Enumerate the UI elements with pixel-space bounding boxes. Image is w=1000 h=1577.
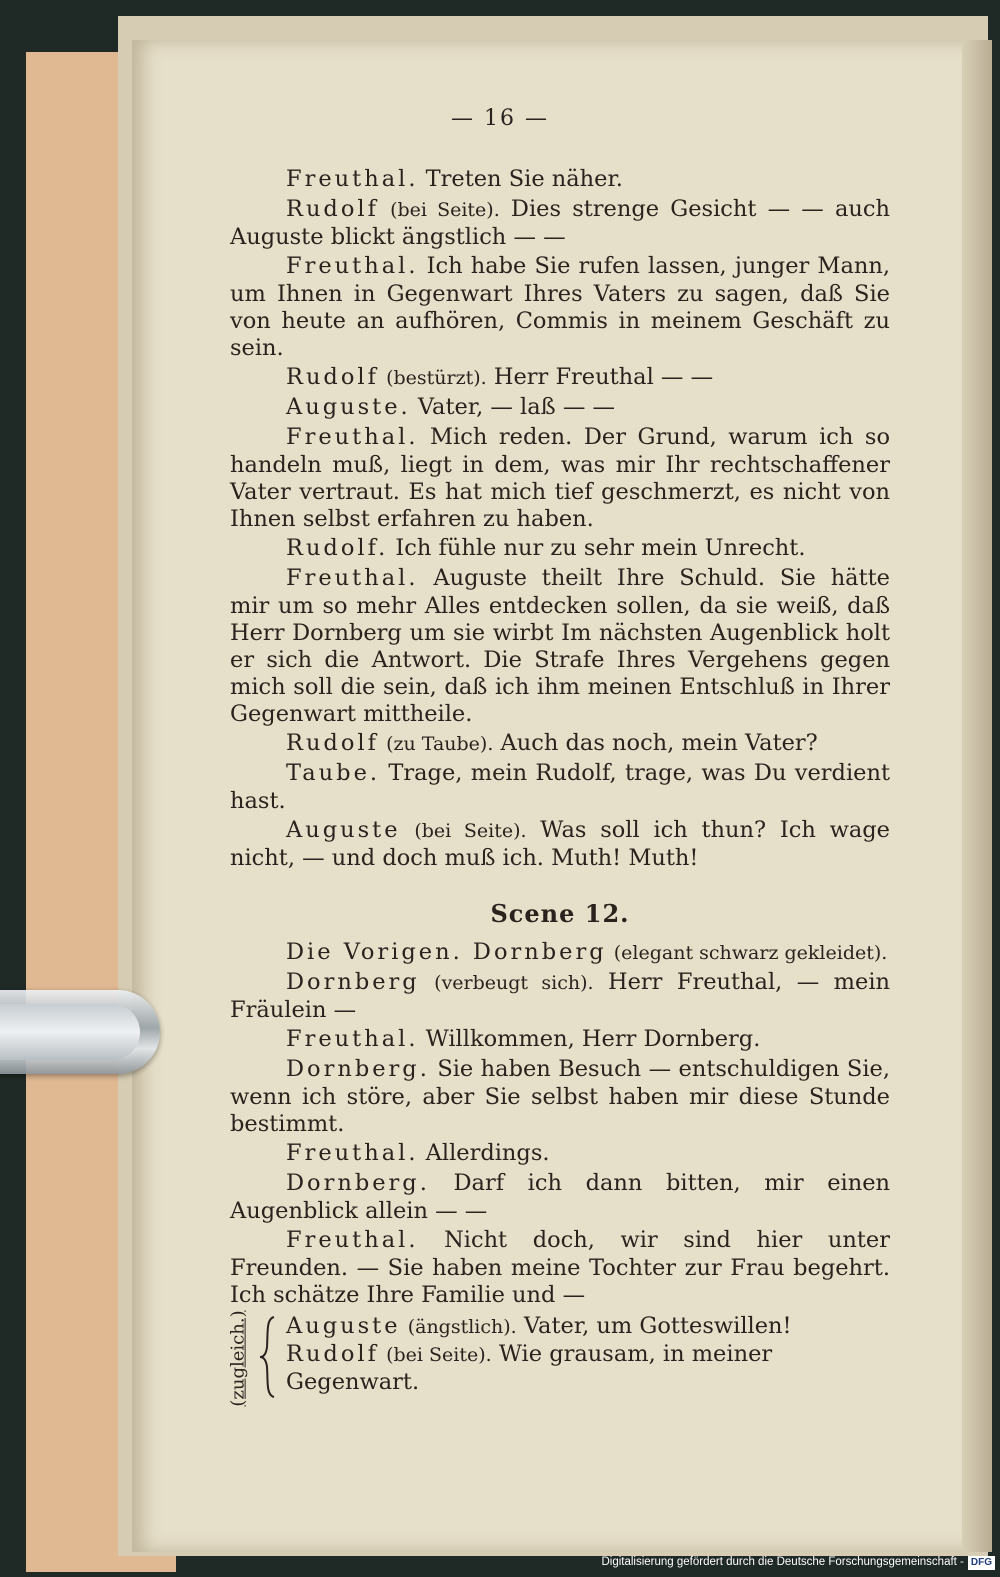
spoken-text: Trage, mein Rudolf, trage, was Du verdient hast. <box>230 760 890 814</box>
spoken-text: Dies strenge Gesicht — — auch Auguste blickt ängstlich — — <box>230 196 890 250</box>
spoken-text: Herr Freuthal — — <box>493 364 714 390</box>
speaker-name: Dornberg. <box>286 1170 430 1196</box>
dialogue-paragraph <box>230 196 890 251</box>
spoken-text: Herr Freuthal, — mein Fräulein — <box>230 969 891 1023</box>
spoken-text: Willkommen, Herr Dornberg. <box>425 1026 761 1052</box>
dialogue-before-scene <box>230 166 890 872</box>
speaker-name: Rudolf <box>286 364 379 390</box>
stage-direction: (zu Taube). <box>386 733 494 755</box>
page-edge <box>962 40 992 1552</box>
spoken-text: Mich reden. Der Grund, warum ich so handeln muß, liegt in dem, was mir Ihr rechtschaffener Vater vertraut. Es hat mich tief geschmerzt, es nicht von Ihnen selbst erfahren zu haben. <box>230 424 891 532</box>
spoken-text: Treten Sie näher. <box>425 166 623 192</box>
speaker-name: Freuthal. <box>286 565 419 591</box>
speaker-name: Dornberg <box>286 969 420 995</box>
dialogue-paragraph <box>230 424 890 533</box>
speaker-name: Dornberg. <box>286 1056 430 1082</box>
speaker-name: Freuthal. <box>286 424 419 450</box>
dfg-logo: DFG <box>968 1556 995 1570</box>
dialogue-paragraph <box>230 1026 890 1054</box>
speaker-name: Die Vorigen. Dornberg <box>286 939 607 965</box>
speaker-name: Rudolf <box>286 196 379 222</box>
dialogue-paragraph <box>230 817 890 872</box>
dialogue-paragraph <box>230 760 890 815</box>
dialogue-paragraph <box>230 565 890 728</box>
dialogue-paragraph <box>230 364 890 392</box>
paper-clip-inner <box>0 1004 140 1060</box>
dialogue-paragraph <box>230 969 890 1024</box>
spoken-text: Ich fühle nur zu sehr mein Unrecht. <box>395 535 806 561</box>
footer-text: Digitalisierung gefördert durch die Deutsche Forschungsgemeinschaft - <box>601 1556 964 1568</box>
scene-heading: Scene 12. <box>490 899 630 928</box>
page-number: — 16 — <box>451 106 549 131</box>
dialogue-paragraph <box>230 730 890 758</box>
spoken-text: Allerdings. <box>425 1140 550 1166</box>
spoken-text: Darf ich dann bitten, mir einen Augenblick allein — — <box>230 1170 891 1224</box>
spoken-text: Vater, — laß — — <box>417 394 615 420</box>
stage-direction: (elegant schwarz gekleidet). <box>613 942 888 964</box>
dialogue-after-scene <box>230 939 890 1309</box>
simultaneous-label: (zugleich.) <box>227 1309 249 1407</box>
spoken-text: Was soll ich thun? Ich wage nicht, — und doch muß ich. Muth! Muth! <box>230 817 890 871</box>
dialogue-paragraph <box>230 1170 890 1225</box>
speaker-name: Freuthal. <box>286 1140 419 1166</box>
speaker-name: Freuthal. <box>286 166 419 192</box>
dialogue-paragraph <box>230 939 890 967</box>
speaker-name: Rudolf. <box>286 535 389 561</box>
simultaneous-line-auguste: Auguste (ängstlich). Vater, um Gotteswillen! <box>286 1313 792 1339</box>
simultaneous-block <box>227 1309 890 1407</box>
speaker-name: Rudolf <box>286 730 379 756</box>
stage-direction: (bestürzt). <box>386 367 487 389</box>
speaker-name: Freuthal. <box>286 253 419 279</box>
dialogue-paragraph <box>230 166 890 194</box>
speaker-name: Freuthal. <box>286 1227 419 1253</box>
digitization-footer <box>600 1552 995 1572</box>
dialogue-paragraph <box>230 253 890 362</box>
spoken-text: Auguste theilt Ihre Schuld. Sie hätte mir um so mehr Alles entdecken sollen, da sie weiß, daß Herr Dornberg um sie wirbt Im nächsten Augenblick holt er sich die Antwort. Die Strafe Ihres Vergehens gegen mich soll die sein, daß ich ihm meinen Entschluß in Ihrer Gegenwart mittheile. <box>230 565 890 727</box>
dialogue-paragraph <box>230 394 890 422</box>
speaker-name: Taube. <box>286 760 381 786</box>
spoken-text: Nicht doch, wir sind hier unter Freunden. — Sie haben meine Tochter zur Frau begehrt. Ich schätze Ihre Familie und — <box>230 1227 891 1308</box>
stage-direction: (bei Seite). <box>414 820 527 842</box>
speaker-name: Auguste <box>286 817 401 843</box>
speaker-name: Auguste. <box>286 394 411 420</box>
speaker-name: Freuthal. <box>286 1026 419 1052</box>
page-text <box>227 166 891 1407</box>
dialogue-paragraph <box>230 535 890 563</box>
spoken-text: Auch das noch, mein Vater? <box>500 730 818 756</box>
stage-direction: (bei Seite). <box>390 199 500 221</box>
spoken-text: Ich habe Sie rufen lassen, junger Mann, um Ihnen in Gegenwart Ihres Vaters zu sagen, daß Sie von heute an aufhören, Commis in meinem Geschäft zu sein. <box>230 253 890 361</box>
dialogue-paragraph <box>230 1227 890 1309</box>
dialogue-paragraph <box>230 1140 890 1168</box>
spoken-text: Sie haben Besuch — entschuldigen Sie, wenn ich störe, aber Sie selbst haben mir diese Stunde bestimmt. <box>230 1056 891 1137</box>
simultaneous-line-rudolf: Rudolf (bei Seite). Wie grausam, in meiner Gegenwart. <box>286 1341 773 1395</box>
stage-direction: (verbeugt sich). <box>434 972 594 994</box>
curly-brace-icon <box>258 1315 278 1399</box>
dialogue-paragraph <box>230 1056 890 1138</box>
